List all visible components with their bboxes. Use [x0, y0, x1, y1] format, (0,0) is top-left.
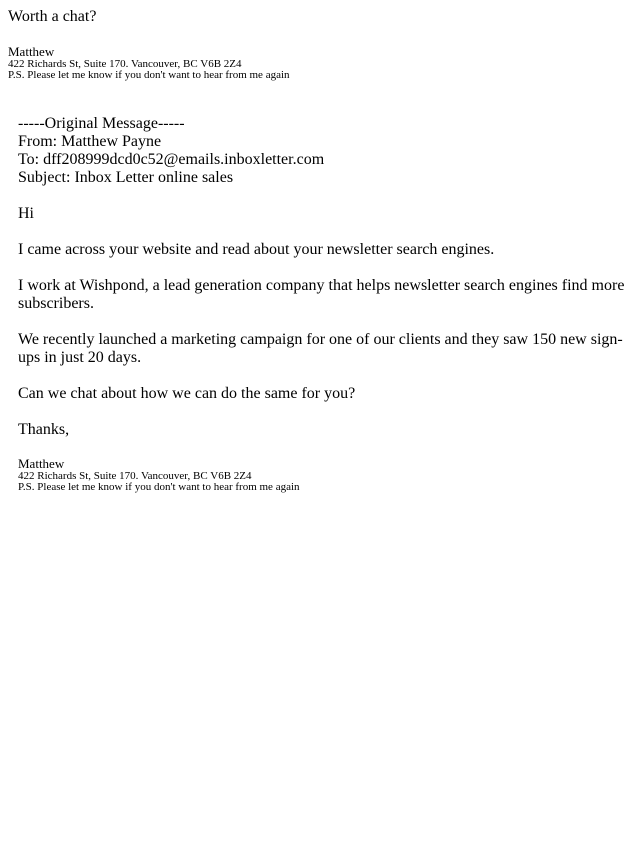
original-paragraph: I came across your website and read about your newsletter search engines.: [18, 241, 495, 258]
reply-section: [8, 7, 632, 81]
reply-body: Worth a chat?: [8, 8, 97, 25]
original-paragraph: I work at Wishpond, a lead generation company that helps newsletter search engines find more subscribers.: [18, 277, 625, 312]
original-paragraph: We recently launched a marketing campaign for one of our clients and they saw 150 new sign-ups in just 20 days.: [18, 331, 623, 366]
reply-signature: [8, 44, 632, 81]
signature-ps: P.S. Please let me know if you don't want to hear from me again: [8, 69, 290, 81]
original-signature: [18, 456, 630, 493]
original-greeting: Hi: [18, 205, 34, 222]
original-paragraph: Can we chat about how we can do the same for you?: [18, 385, 356, 402]
signature-name: Matthew: [18, 456, 65, 471]
original-from: From: Matthew Payne: [18, 133, 162, 150]
signature-ps: P.S. Please let me know if you don't want to hear from me again: [18, 481, 300, 493]
original-to: To: dff208999dcd0c52@emails.inboxletter.com: [18, 151, 325, 168]
original-message: [18, 115, 630, 493]
original-closing: Thanks,: [18, 421, 70, 438]
original-subject: Subject: Inbox Letter online sales: [18, 169, 234, 186]
original-separator: -----Original Message-----: [18, 115, 185, 132]
signature-address: 422 Richards St, Suite 170. Vancouver, BC V6B 2Z4: [8, 58, 242, 70]
signature-name: Matthew: [8, 44, 55, 59]
signature-address: 422 Richards St, Suite 170. Vancouver, BC V6B 2Z4: [18, 470, 252, 482]
